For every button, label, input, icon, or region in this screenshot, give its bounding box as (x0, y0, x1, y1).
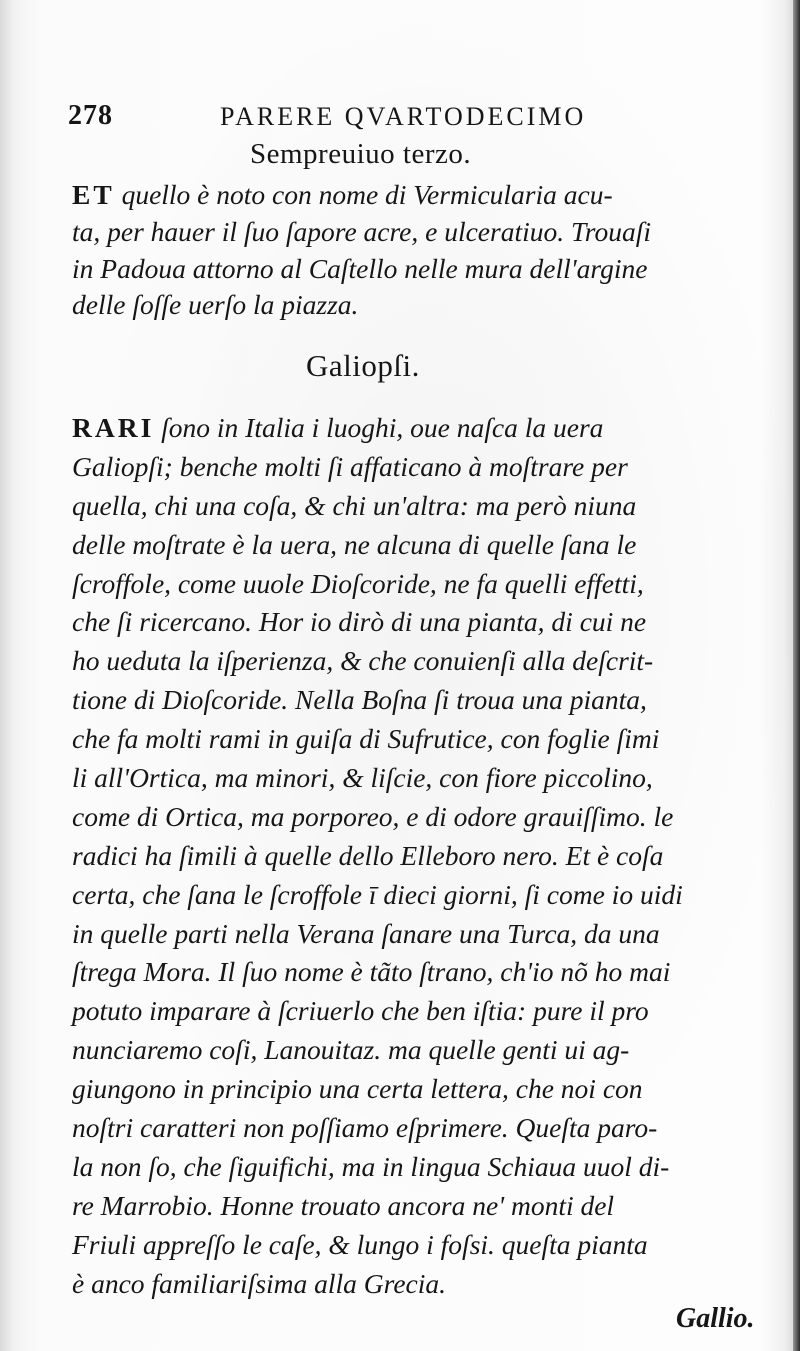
text-line: in Padoua attorno al Caſtello nelle mura dell'argine (72, 252, 648, 284)
text-line: li all'Ortica, ma minori, & liſcie, con fiore piccolino, (72, 762, 653, 794)
text-line: ſcroffole, come uuole Dioſcoride, ne fa quelli effetti, (72, 567, 644, 599)
catchword: Gallio. (676, 1303, 755, 1334)
text-line: ho ueduta la iſperienza, & che conuienſi alla deſcrit- (72, 645, 654, 677)
lead-word: ET (72, 179, 115, 210)
text-line: giungono in principio una certa lettera, che noi con (72, 1073, 643, 1105)
text-line: delle ſoſſe uerſo la piazza. (72, 289, 359, 321)
text-line: re Marrobio. Honne trouato ancora ne' monti del (72, 1189, 615, 1221)
lead-word: RARI (72, 412, 155, 443)
text-line: ET quello è noto con nome di Vermicularia acu- (72, 179, 613, 210)
text-line: RARI ſono in Italia i luoghi, oue naſca la uera (72, 412, 604, 443)
text-line: Galiopſi; benche molti ſi affaticano à moſtrare per (72, 450, 628, 482)
text-line: come di Ortica, ma porporeo, e di odore grauiſſimo. le (72, 800, 674, 832)
text-line: è anco familiariſsima alla Grecia. (72, 1267, 447, 1299)
page-header (68, 98, 648, 138)
text-line: delle moſtrate è la uera, ne alcuna di quelle ſana le (72, 528, 637, 560)
text-line: Friuli appreſſo le caſe, & lungo i foſsi. queſta pianta (72, 1228, 648, 1260)
paragraph-sempreuiuo (72, 177, 784, 324)
text-line: noſtri caratteri non poſſiamo eſprimere. Queſta paro- (72, 1112, 658, 1144)
text-line: quella, chi una coſa, & chi un'altra: ma però niuna (72, 489, 637, 521)
text-line: tione di Dioſcoride. Nella Boſna ſi troua una pianta, (72, 684, 647, 716)
text-line: in quelle parti nella Verana ſanare una Turca, da una (72, 917, 660, 949)
text-line: nunciaremo coſi, Lanouitaz. ma quelle genti ui ag- (72, 1034, 630, 1066)
text-line: certa, che ſana le ſcroffole ī dieci giorni, ſi come io uidi (72, 878, 683, 910)
text-line: la non ſo, che ſiguifichi, ma in lingua Schiaua uuol di- (72, 1150, 670, 1182)
text-line: radici ha ſimili à quelle dello Elleboro nero. Et è coſa (72, 839, 664, 871)
section-title-galiopsi: Galiopſi. (306, 348, 420, 383)
running-head: PARERE QVARTODECIMO (220, 102, 587, 131)
text-line: che fa molti rami in guiſa di Sufrutice, con foglie ſimi (72, 723, 660, 755)
text-line: ta, per hauer il ſuo ſapore acre, e ulceratiuo. Trouaſi (72, 215, 651, 247)
text-line: ſtrega Mora. Il ſuo nome è tãto ſtrano, ch'io nõ ho mai (72, 956, 671, 988)
page-number: 278 (68, 100, 113, 131)
section-title-sempreuiuo: Sempreuiuo terzo. (250, 138, 472, 170)
text-line: potuto imparare à ſcriuerlo che ben iſtia: pure il pro (72, 995, 649, 1027)
text-line: che ſi ricercano. Hor io dirò di una pianta, di cui ne (72, 606, 647, 638)
paragraph-galiopsi (72, 409, 784, 1303)
page-edge-shadow (793, 0, 800, 1351)
